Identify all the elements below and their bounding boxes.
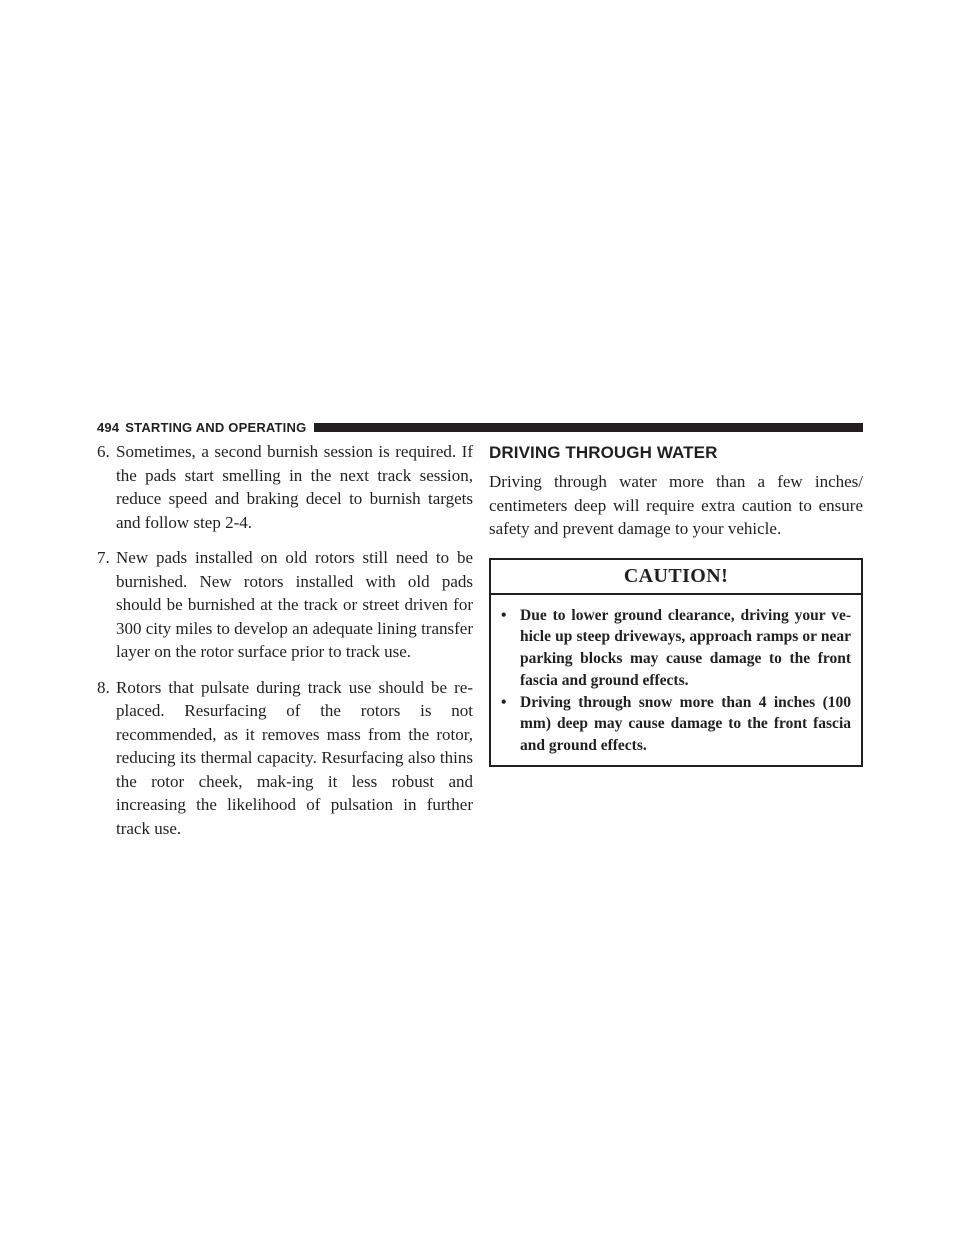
bullet-icon: • xyxy=(501,693,507,711)
caution-list xyxy=(491,595,861,766)
step-number: 8. xyxy=(97,677,110,697)
list-item xyxy=(97,546,473,664)
intro-paragraph: Driving through water more than a few inches/ centimeters deep will require extra caution to ensure safety and prevent damage to your vehicle. xyxy=(489,472,863,538)
caution-box xyxy=(489,558,863,768)
left-column xyxy=(97,440,473,852)
section-heading: DRIVING THROUGH WATER xyxy=(489,443,718,462)
page-number: 494 xyxy=(97,419,120,435)
step-text: Rotors that pulsate during track use should be re-placed. Resurfacing of the rotors is not recommended, as it removes mass from the rotor, reducing its thermal capacity. Resurfacing also thins the rotor cheek, mak-ing it less robust and increasing the likelihood of pulsation in further track use. xyxy=(116,677,473,838)
numbered-steps xyxy=(97,440,473,840)
header-rule xyxy=(314,423,863,432)
caution-title: CAUTION! xyxy=(491,560,861,595)
list-item xyxy=(97,676,473,841)
step-text: Sometimes, a second burnish session is required. If the pads start smelling in the next track session, reduce speed and braking decel to burnish targets and follow step 2-4. xyxy=(116,442,473,532)
step-number: 7. xyxy=(97,548,110,567)
bullet-icon: • xyxy=(501,606,507,624)
step-text: New pads installed on old rotors still need to be burnished. New rotors installed with old pads should be burnished at the track or street driven for 300 city miles to develop an adequate lining transfer layer on the rotor surface prior to track use. xyxy=(116,548,473,661)
caution-text: Due to lower ground clearance, driving your ve-hicle up steep driveways, approach ramps or near parking blocks may cause damage to the front fascia and ground effects. xyxy=(520,606,851,689)
section-title: STARTING AND OPERATING xyxy=(125,419,307,435)
list-item xyxy=(501,692,851,757)
list-item xyxy=(501,605,851,692)
step-number: 6. xyxy=(97,442,110,461)
page-header xyxy=(97,419,863,435)
list-item xyxy=(97,440,473,534)
caution-text: Driving through snow more than 4 inches (100 mm) deep may cause damage to the front fascia and ground effects. xyxy=(520,693,851,755)
right-column xyxy=(489,440,863,767)
